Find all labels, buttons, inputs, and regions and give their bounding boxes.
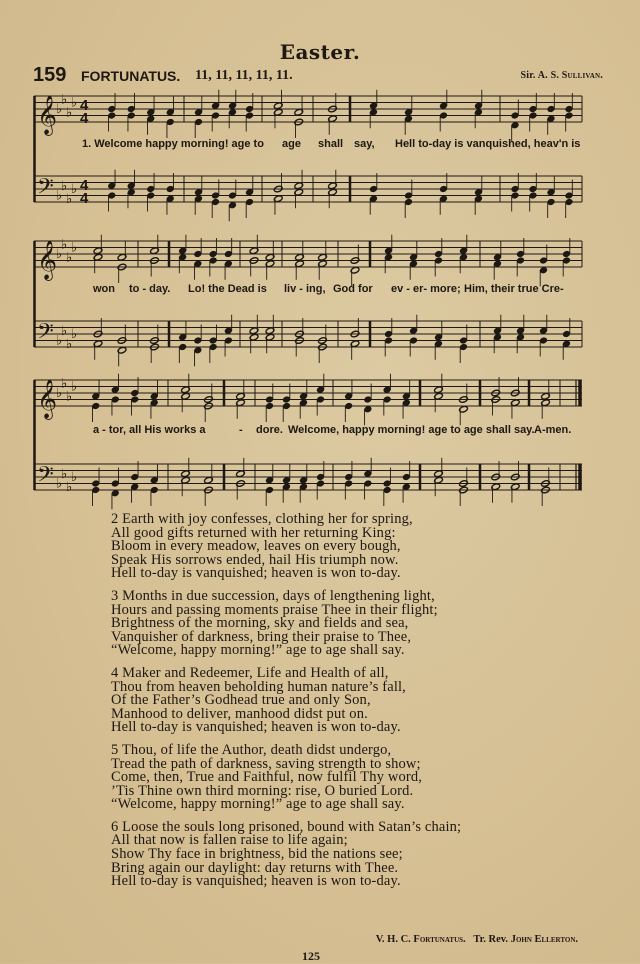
svg-text:♭: ♭ [56, 247, 63, 262]
svg-text:4: 4 [80, 177, 89, 194]
lyric: Hell to-day is vanquished, heav'n is [395, 138, 581, 150]
verse-5 [111, 741, 591, 813]
verse-line: All good gifts returned with her returning King: [111, 524, 396, 541]
svg-text:♭: ♭ [71, 182, 78, 197]
tune-name: FORTUNATUS. [81, 68, 181, 84]
lyric: liv - ing, [284, 283, 326, 295]
svg-text:♭: ♭ [71, 470, 78, 485]
lyric: age [282, 138, 301, 150]
lyric: Lo! the Dead is [188, 283, 267, 295]
verse-line: 4 Maker and Redeemer, Life and Health of all, [111, 664, 389, 681]
verse-2 [111, 513, 591, 581]
verse-line: Manhood to deliver, manhood didst put on. [111, 705, 368, 722]
verse-line: Of the Father’s Godhead true and only Son, [111, 692, 371, 709]
treble-clef-icon: 𝄞 [37, 95, 58, 135]
svg-text:♭: ♭ [61, 466, 68, 482]
svg-text:♭: ♭ [61, 92, 68, 108]
lyric: A-men. [534, 424, 572, 436]
svg-text:4: 4 [80, 190, 89, 207]
translator: John Ellerton. [510, 934, 578, 945]
bass-clef-icon: 𝄢 [37, 319, 54, 350]
svg-text:♭: ♭ [56, 333, 63, 349]
verse-line: All that now is fallen raise to life again; [111, 832, 348, 849]
verse-line: Tread the path of darkness, saving strength to show; [111, 755, 421, 772]
bass-clef-icon: 𝄢 [37, 174, 54, 205]
music-score-system-2 [34, 233, 582, 363]
verse-line: Vanquisher of darkness, bring their praise to Thee, [111, 628, 412, 645]
verse-line: Thou from heaven beholding human nature’s fall, [111, 678, 406, 695]
svg-text:♭: ♭ [61, 178, 68, 194]
svg-text:♭: ♭ [66, 191, 73, 207]
svg-text:♭: ♭ [56, 102, 63, 117]
lyrics-system-3 [34, 424, 582, 438]
composer-prefix: Sir. A. S. [520, 70, 562, 81]
verse-6 [111, 818, 591, 890]
verse-line: “Welcome, happy morning!” age to age shall say. [111, 642, 405, 659]
verse-3 [111, 587, 591, 659]
verse-4 [111, 664, 591, 736]
treble-clef-icon: 𝄞 [37, 379, 58, 419]
svg-text:♭: ♭ [71, 95, 78, 111]
lyric: dore. [256, 424, 283, 436]
lyric: say, [354, 138, 375, 150]
verse-line: 2 Earth with joy confesses, clothing her for spring, [111, 511, 413, 527]
author: V. H. C. Fortunatus. [375, 934, 466, 945]
lyric: God for [333, 283, 373, 295]
bass-clef-icon: 𝄢 [37, 462, 54, 493]
treble-clef-icon: 𝄞 [37, 240, 58, 280]
music-score-system-1 [34, 88, 582, 218]
lyrics-system-2 [34, 283, 582, 297]
lyric: Him, their true Cre- [464, 283, 564, 295]
svg-text:4: 4 [80, 97, 89, 114]
svg-text:♭: ♭ [66, 105, 73, 121]
composer-name: Sullivan. [561, 70, 603, 81]
verse-line: ’Tis Thine own third morning: rise, O buried Lord. [111, 782, 414, 799]
lyric: 1. Welcome happy morning! age to [82, 138, 264, 150]
svg-text:4: 4 [80, 110, 89, 127]
svg-text:♭: ♭ [56, 476, 63, 492]
verse-line: Speak His sorrows ended, hail His triumph now. [111, 551, 399, 568]
verse-line: “Welcome, happy morning!” age to age shall say. [111, 796, 405, 813]
svg-text:♭: ♭ [61, 323, 68, 339]
verse-line: Bloom in every meadow, leaves on every bough, [111, 538, 401, 555]
verse-line: Hours and passing moments praise Thee in their flight; [111, 601, 438, 618]
svg-text:♭: ♭ [56, 386, 63, 401]
svg-text:♭: ♭ [66, 336, 73, 352]
lyric: won [93, 283, 115, 295]
verse-line: Come, then, True and Faithful, now fulfil Thy word, [111, 769, 423, 786]
hymn-number: 159 [33, 64, 67, 86]
lyric: shall [318, 138, 344, 150]
svg-text:♭: ♭ [66, 389, 73, 405]
music-system-3 [34, 372, 582, 507]
music-system-2 [34, 233, 582, 363]
svg-text:♭: ♭ [61, 376, 68, 392]
verses [111, 513, 591, 898]
section-title: Easter. [279, 40, 361, 64]
lyric: a - tor, all His works a [93, 424, 206, 436]
music-score-system-3 [34, 372, 582, 507]
attribution [376, 934, 578, 945]
lyric: to - day. [129, 283, 171, 295]
verse-line: 5 Thou, of life the Author, death didst undergo, [111, 741, 392, 758]
translator-prefix: Tr. Rev. [473, 934, 511, 945]
hymn-header [33, 64, 603, 89]
verse-line: Hell to-day is vanquished; heaven is won to-day. [111, 719, 401, 736]
staff-group [34, 374, 582, 510]
composer [520, 70, 603, 81]
verse-line: Show Thy face in brightness, bid the nations see; [111, 846, 403, 863]
svg-text:♭: ♭ [71, 327, 78, 342]
svg-text:♭: ♭ [61, 237, 68, 253]
page-number: 125 [302, 949, 320, 963]
lyric: Welcome, happy morning! age to age shall say. [288, 424, 535, 436]
svg-text:♭: ♭ [71, 379, 78, 395]
staff-group [34, 235, 582, 367]
meter: 11, 11, 11, 11, 11. [195, 68, 293, 83]
staff-group [34, 90, 582, 222]
lyrics-system-1 [34, 138, 582, 152]
lyric: - [239, 424, 243, 436]
svg-text:♭: ♭ [71, 240, 78, 256]
svg-text:♭: ♭ [66, 479, 73, 495]
verse-line: Hell to-day is vanquished; heaven is won to-day. [111, 565, 401, 582]
music-system-1 [34, 88, 582, 218]
verse-line: Hell to-day is vanquished; heaven is won to-day. [111, 873, 401, 890]
svg-text:♭: ♭ [56, 188, 63, 204]
verse-line: Bring again our daylight: day returns with Thee. [111, 859, 399, 876]
verse-line: Brightness of the morning, sky and fields and sea, [111, 615, 409, 632]
verse-line: 3 Months in due succession, days of lengthening light, [111, 587, 435, 604]
verse-line: 6 Loose the souls long prisoned, bound with Satan’s chain; [111, 818, 462, 835]
svg-text:♭: ♭ [66, 250, 73, 266]
lyric: ev - er- more; [391, 283, 461, 295]
